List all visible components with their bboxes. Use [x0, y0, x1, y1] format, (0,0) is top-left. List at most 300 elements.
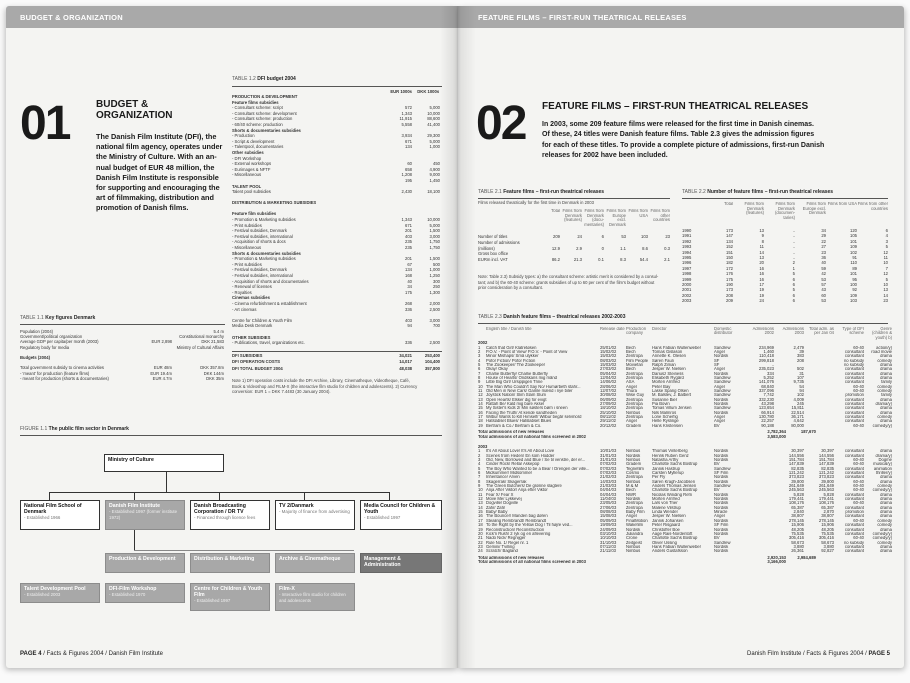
table-cell: 1	[478, 345, 481, 350]
table-cell: 12/04/02	[600, 376, 617, 380]
table-cell: 16	[759, 271, 764, 277]
table-row	[682, 298, 888, 303]
table-cell: drama	[880, 449, 892, 454]
table-cell: consultant	[844, 475, 864, 480]
table-cell: 08/03/02	[600, 358, 617, 363]
table-cell: 100	[850, 282, 857, 288]
figure-1-1-title	[20, 426, 129, 432]
table-cell: road movie	[871, 349, 892, 354]
table-rule	[478, 323, 888, 324]
table-cell: drama	[880, 397, 892, 402]
table-cell: 278,145	[818, 518, 834, 523]
table-cell: drama	[880, 419, 892, 424]
table-cell: Shorts & documentaries subsidies	[232, 127, 301, 133]
table-prefix: TABLE 1.2	[232, 76, 256, 82]
table-cell: 1,000	[429, 144, 440, 150]
table-cell: - Publications, travel, organizations etc.	[232, 340, 305, 346]
table-cell: 1.1	[620, 245, 626, 251]
table-cell: 24	[478, 549, 483, 554]
table-cell: comedy	[877, 358, 892, 363]
table-cell: consultant	[844, 471, 864, 476]
table-cell: The Green Butchers/ De grønne slagtere	[486, 484, 562, 489]
table-cell: - Festival subsidies, international	[232, 273, 293, 278]
table-cell: 14/06/02	[600, 380, 617, 385]
table-cell: Sandrew	[714, 393, 731, 398]
table-cell: 3,000	[429, 317, 440, 323]
org-box-sub: - Majority of finance from advertising	[279, 509, 350, 515]
table-cell: Rattah Be/ Kald mig bare Aksel	[486, 402, 544, 407]
table-cell: Stealing Rembrandt/ Rembrandt	[486, 518, 547, 523]
table-cell: 187,670	[800, 430, 816, 435]
table-cell: Thomas Vinterberg	[652, 449, 688, 454]
left-intro-paragraph	[96, 132, 226, 214]
table-cell: 5,558	[401, 121, 412, 127]
table-cell: Zentropa	[626, 501, 643, 506]
table-cell: drama	[880, 479, 892, 484]
table-cell: 54	[799, 384, 804, 389]
table-cell: comedy	[877, 384, 892, 389]
table-cell: DKK 357.8m	[200, 365, 224, 371]
table-cell: Zentropa	[626, 505, 643, 510]
table-cell: Linda Wendel	[652, 510, 678, 515]
table-cell: 95	[852, 276, 857, 282]
table-cell: Angel	[626, 514, 637, 519]
table-cell: musical/y)	[873, 462, 892, 467]
table-cell: 39,800	[821, 479, 834, 484]
table-cell: 2,500	[429, 340, 440, 346]
table-cell: Regulatory body for media	[20, 344, 70, 350]
table-cell: 66,914	[761, 410, 774, 415]
table-cell: 101	[850, 238, 857, 244]
org-box-label: DFI-Film Workshop	[109, 586, 157, 592]
table-cell: - 60/40 scheme: production	[232, 121, 283, 127]
table-cell: 175	[405, 289, 412, 295]
table-cell: 357,800	[424, 365, 440, 371]
table-cell: - DFI Workshop	[232, 155, 262, 161]
table-cell: comedy/y)	[872, 423, 892, 428]
table-cell: 24	[577, 234, 582, 239]
intro-line: The Danish Film Institute (DFI), the	[96, 132, 217, 141]
table-cell: TALENT POOL	[232, 183, 262, 189]
org-box-production-development	[105, 553, 185, 573]
org-box-label: Ministry of Culture	[108, 457, 154, 463]
org-connector	[166, 472, 167, 492]
table-cell: 151,784	[788, 458, 804, 462]
intro-line: nual budget of EUR 48 million, the	[96, 162, 215, 172]
table-prefix: TABLE 1.1	[20, 315, 44, 321]
table-cell: 1994	[682, 249, 692, 255]
table-cell: Baby Film	[626, 510, 645, 515]
table-cell: EUR 19.4m	[150, 370, 172, 376]
col-header: EUR 1000s	[390, 89, 412, 94]
table-cell: - meant for production (shorts & documentaries)	[20, 375, 109, 381]
table-cell: Bech	[626, 367, 636, 372]
table-cell: To the Right by the Yellow Dog / Til højre ved...	[486, 523, 573, 528]
table-cell: consultant	[844, 354, 864, 359]
intro-line: for each of these titles. To provide a complete picture of admissions, first-run Danish	[542, 141, 825, 149]
table-cell: 67	[407, 261, 412, 267]
table-cell: Nils Malmros	[652, 410, 677, 415]
table-cell: 373,823	[788, 475, 804, 480]
table-cell: 31	[799, 371, 804, 376]
table-cell: 1991	[682, 233, 692, 239]
table-cell: consultant	[844, 380, 864, 385]
table-cell: Film People	[626, 358, 649, 363]
table-cell: Zafir/ Zafir	[486, 505, 506, 510]
table-cell: 21	[478, 536, 483, 541]
table-cell: My Sister's Kids 2/ Min søsters børn i sneen	[486, 406, 568, 411]
table-cell: 90,188	[761, 423, 774, 428]
table-cell: Nordisk	[626, 527, 641, 532]
table-cell: Anja After Viktor/ Anja efter Viktor	[486, 488, 548, 493]
table-cell: Films from Denmark (docu-mentaries)	[584, 209, 604, 227]
table-cell: 151	[726, 249, 733, 255]
table-cell: Admissions 2003	[782, 327, 804, 336]
note-line: prior consideration by a consultant.	[478, 285, 543, 291]
table-cell: House of Hearts/ Ondskans mig mänd	[486, 376, 557, 380]
table-cell: consultant	[844, 523, 864, 528]
table-cell: Nimbus	[626, 544, 641, 549]
table-cell: DKK 21,583	[201, 339, 224, 345]
table-cell: consultant	[844, 527, 864, 532]
chapter-title-right: FEATURE FILMS – FIRST-RUN THEATRICAL RELEASES	[542, 101, 809, 112]
table-cell: 23	[883, 298, 888, 304]
table-cell: Henrik Ruben Genz	[652, 453, 689, 458]
table-cell: (millions)	[478, 245, 495, 251]
table-cell: Facing the Truth/ At kende sandheden	[486, 410, 557, 415]
table-cell: 60-40	[853, 488, 864, 493]
table-cell: 57	[821, 282, 826, 288]
table-cell: Jesper W. Nielsen	[652, 367, 686, 372]
table-cell: Sandrew	[714, 345, 731, 350]
table-cell: 21/11/03	[600, 549, 616, 554]
table-cell: 53	[821, 276, 826, 282]
table-cell: 89	[852, 265, 857, 271]
table-cell: 1995	[682, 255, 692, 261]
table-cell: 60-40	[853, 389, 864, 394]
table-cell: 2	[478, 453, 481, 458]
table-cell: 4	[478, 358, 481, 363]
table-cell: 29/11/02	[600, 419, 616, 424]
table-cell: - Royalties	[232, 289, 252, 295]
table-cell: 373,823	[818, 475, 834, 480]
table-cell: M. Balslev, J. Balbert	[652, 393, 692, 398]
table-cell: drama	[880, 406, 892, 411]
table-cell: Total admissions of new releases	[478, 430, 545, 435]
table-cell: 16	[759, 276, 764, 282]
table-cell: Nordisk	[714, 544, 729, 549]
table-cell: 383	[797, 354, 804, 359]
table-cell: 147,839	[818, 462, 834, 467]
table-cell: - 'meant' for production (feature films)	[20, 370, 90, 376]
table-cell: 121,242	[788, 471, 804, 476]
table-cell: 82,835	[821, 466, 834, 471]
table-cell: 130,780	[758, 415, 774, 420]
table-cell: consultant	[844, 505, 864, 510]
table-cell: 3,583,000	[767, 434, 786, 439]
table-cell: Nordisk	[714, 354, 729, 359]
table-cell: Morten Arnfred	[652, 497, 680, 502]
table-cell: Jesper W. Nielsen	[652, 514, 686, 519]
org-box-media-council	[360, 500, 442, 530]
table-cell: 4,900	[429, 166, 440, 172]
org-box-film-school	[20, 500, 100, 530]
table-2-1-title	[478, 189, 604, 195]
table-cell: 1999	[682, 276, 692, 282]
table-cell: Christoffer Boe	[652, 527, 680, 532]
table-cell: M & M	[626, 484, 639, 489]
table-cell: Hatslabset Blues/ Hatslabset Blues	[486, 419, 552, 424]
table-cell: 5	[792, 271, 795, 277]
intro-line: promotion of Danish films.	[96, 203, 189, 213]
table-cell: 3,880	[793, 544, 804, 549]
table-cell: 40	[407, 278, 412, 284]
table-cell: OTHER SUBSIDIES	[232, 334, 271, 340]
table-cell: drama	[880, 362, 892, 367]
intro-line: releases for 2002 have been included.	[542, 152, 668, 160]
table-cell: 9,735	[793, 380, 804, 385]
table-cell: Other subsidies	[232, 149, 264, 155]
table-cell: English title / Danish title	[486, 327, 532, 331]
table-cell: Midsummer/ Midsommer	[486, 471, 533, 476]
table-cell: 1,343	[401, 110, 412, 116]
org-box-archive-cinematheque	[275, 553, 355, 573]
table-cell: Admissions 2002	[752, 327, 774, 336]
table-cell: drama	[880, 367, 892, 372]
table-cell: DFI TOTAL BUDGET 2004	[232, 365, 283, 371]
total-row	[478, 560, 888, 565]
table-cell: consultant	[844, 371, 864, 376]
table-cell: 10/10/03	[600, 536, 617, 541]
table-cell: 208	[726, 292, 733, 298]
table-cell: 27/03/02	[600, 367, 617, 372]
table-cell: 07/11/03	[600, 544, 616, 549]
table-cell: Old, New, Borrowed and Blue / Se til venstre, der er...	[486, 458, 586, 462]
table-cell: 0.3	[664, 245, 670, 251]
table-cell: consultant	[844, 544, 864, 549]
table-cell: Nordisk	[714, 410, 729, 415]
table-cell: 261,649	[818, 484, 834, 489]
table-cell: 1990	[682, 228, 692, 233]
table-cell: BV	[714, 462, 720, 467]
table-cell: drama	[880, 354, 892, 359]
table-cell: 109	[850, 292, 857, 298]
table-cell: Total adm. as per Jan 04	[809, 327, 834, 336]
table-cell: 86.2	[551, 257, 560, 263]
intro-line: the Ministry of Culture. With an an-	[96, 152, 217, 162]
table-cell: 14	[759, 249, 764, 255]
table-cell: 22,257	[761, 419, 774, 424]
table-title-text: Danish feature films – theatrical releases 2002-2003	[503, 314, 626, 320]
table-cell: 147	[726, 233, 733, 239]
org-connector	[304, 492, 305, 500]
table-cell: drama	[880, 371, 892, 376]
table-cell: consultant	[844, 397, 864, 402]
table-2-1-col-headers	[478, 209, 670, 227]
table-cell: 14/03/03	[600, 479, 617, 484]
chapter-number-02: 02	[476, 97, 526, 150]
table-cell: Zentropa	[626, 406, 643, 411]
table-cell: 7	[885, 265, 888, 271]
table-cell: Feature films subsidies	[232, 99, 279, 105]
table-cell: - Festival subsidies, Denmark	[232, 228, 287, 234]
table-cell: Lars von Trier	[652, 501, 678, 506]
table-cell: Sandrew	[714, 406, 731, 411]
table-cell: 16	[478, 410, 483, 415]
table-cell: 102	[797, 393, 804, 398]
table-cell: 201	[405, 228, 412, 234]
table-cell: Sandrew	[714, 540, 731, 545]
table-cell: 91	[852, 255, 857, 261]
table-cell: 4,642	[793, 419, 804, 424]
org-box-label: Distribution & Marketing	[194, 556, 255, 562]
table-cell: 0	[601, 245, 604, 251]
table-cell: consultant	[844, 415, 864, 420]
intro-line: art of filmmaking, distribution and	[96, 193, 214, 203]
table-cell: 6	[601, 234, 604, 239]
table-cell: comedy	[877, 540, 892, 545]
table-cell: Crone	[626, 536, 638, 541]
table-cell: Director	[652, 327, 667, 331]
table-cell: Media Desk Denmark	[232, 323, 273, 329]
table-cell: Rule No. 1/ Regel nr. 1	[486, 540, 529, 545]
table-cell: Nordisk	[714, 479, 729, 484]
table-cell: 2.1	[664, 257, 670, 263]
table-cell: 19	[759, 287, 764, 293]
table-cell: Ministry of Cultural Affairs	[176, 344, 224, 350]
table-cell: Films from Denmark (features)	[744, 202, 764, 216]
table-cell: 26,361	[791, 549, 804, 554]
table-cell: 12	[883, 271, 888, 277]
table-1-2-title	[232, 76, 296, 82]
table-cell: 08/08/03	[600, 510, 617, 515]
org-box-management-administration	[360, 553, 442, 573]
table-cell: 68,840	[761, 384, 774, 389]
table-cell: Nordisk	[626, 453, 641, 458]
table-cell: 10,000	[427, 217, 440, 223]
table-cell: 9	[478, 380, 481, 385]
table-cell: 80,000	[791, 423, 804, 428]
table-cell: family	[881, 380, 892, 385]
table-cell: drama	[880, 410, 892, 415]
table-cell: Sandrew	[714, 380, 731, 385]
table-cell: Dogme	[878, 458, 892, 462]
table-cell: 07/02/03	[600, 466, 617, 471]
table-cell: 5,828	[793, 492, 804, 497]
table-cell: 15/02/02	[600, 349, 617, 354]
table-cell: 04/04/03	[600, 488, 617, 493]
table-cell: 5,828	[823, 492, 834, 497]
table-cell: Lone Scherfig	[652, 415, 678, 420]
table-cell: consultant	[844, 410, 864, 415]
table-cell: 110	[850, 260, 857, 266]
table-cell: 75,535	[821, 531, 834, 536]
table-cell: 1	[478, 449, 481, 454]
table-cell: 5,252	[763, 376, 774, 380]
table-cell: Juliandra	[626, 531, 643, 536]
table-cell: Nimbus	[626, 458, 641, 462]
table-cell: ..	[792, 238, 795, 244]
table-cell: DKK 144m	[203, 370, 224, 376]
table-cell: Nordisk	[714, 505, 729, 510]
table-cell: 123,654	[758, 406, 774, 411]
table-cell: - Script & development	[232, 138, 275, 144]
table-cell: 3	[478, 458, 481, 462]
table-cell: Feature film subsidies	[232, 211, 277, 217]
table-cell: Moviefan	[626, 362, 643, 367]
table-cell: 17	[478, 518, 483, 523]
table-title-text: DFI budget 2004	[257, 76, 296, 82]
table-cell: 40	[821, 260, 826, 266]
table-row	[232, 189, 442, 195]
table-cell: - Consultant scheme: script	[232, 105, 283, 111]
table-cell: Tegnefilm	[626, 466, 644, 471]
table-cell: Wakefilm	[626, 523, 644, 528]
table-cell: Charlotte Sachs Bostrup	[652, 488, 698, 493]
table-cell: - Consultant scheme: development	[232, 110, 297, 116]
intro-line: In 2003, some 209 feature films were released for the first time in Danish cinemas.	[542, 121, 814, 128]
table-cell: Malene Vilstrup	[652, 505, 681, 510]
table-cell: EUR 4.7m	[152, 375, 172, 381]
table-cell: 30/08/02	[600, 393, 617, 398]
table-cell: no subsidy	[843, 540, 864, 545]
table-cell: Angel	[714, 419, 725, 424]
table-cell: Joystick Nation/ Slim Slam Slum	[486, 393, 547, 398]
table-cell: - Festival subsidies, Denmark	[232, 267, 287, 273]
table-cell: 82,835	[791, 466, 804, 471]
table-cell: 15,906	[791, 523, 804, 528]
table-cell: EUR 48m	[153, 365, 172, 371]
org-box-sub: - Established 1970	[109, 592, 146, 598]
table-cell: 173	[726, 228, 733, 233]
table-cell: 17	[759, 282, 764, 288]
table-cell: ..	[792, 249, 795, 255]
table-cell: Charlotte Sachs Bostrup	[652, 462, 698, 467]
org-box-film-x	[275, 583, 355, 611]
table-cell: 20	[478, 531, 483, 536]
table-cell: 13	[759, 255, 764, 261]
table-cell: 48,205	[821, 527, 834, 532]
table-cell: Nordisk	[714, 518, 729, 523]
table-cell: Nordisk	[714, 449, 729, 454]
table-cell: 8.3	[620, 257, 626, 263]
table-cell: 11/04/03	[600, 497, 616, 502]
table-2-2-body	[682, 228, 888, 304]
table-cell: Cinder Rock/ Rella/ Askepop	[486, 462, 540, 467]
table-cell: - Print subsidies	[232, 261, 262, 267]
table-cell: Angel	[714, 415, 725, 420]
table-cell: 10	[883, 260, 888, 266]
table-cell: 28/06/02	[600, 384, 617, 389]
table-cell: 11	[883, 255, 888, 261]
table-cell: 48,205	[791, 527, 804, 532]
table-cell: EUR 2,898	[151, 339, 172, 345]
table-cell: 1998	[682, 271, 692, 277]
table-cell: 25/10/02	[600, 410, 617, 415]
table-cell: 10	[478, 488, 483, 493]
table-cell: 20/12/02	[600, 423, 617, 428]
table-cell: 209	[726, 298, 733, 304]
table-cell: Films from Europe excl. Denmark	[606, 209, 626, 227]
table-title-text: Number of feature films – first-run theatrical releases	[707, 189, 834, 195]
table-cell: Oliver Ussing	[652, 540, 677, 545]
table-cell: Morten Arnfred	[652, 380, 680, 385]
table-cell: consultant	[844, 449, 864, 454]
table-cell: 151,784	[818, 458, 834, 462]
table-cell: 190	[726, 282, 733, 288]
table-cell: 12	[883, 249, 888, 255]
table-cell: 334	[767, 371, 774, 376]
